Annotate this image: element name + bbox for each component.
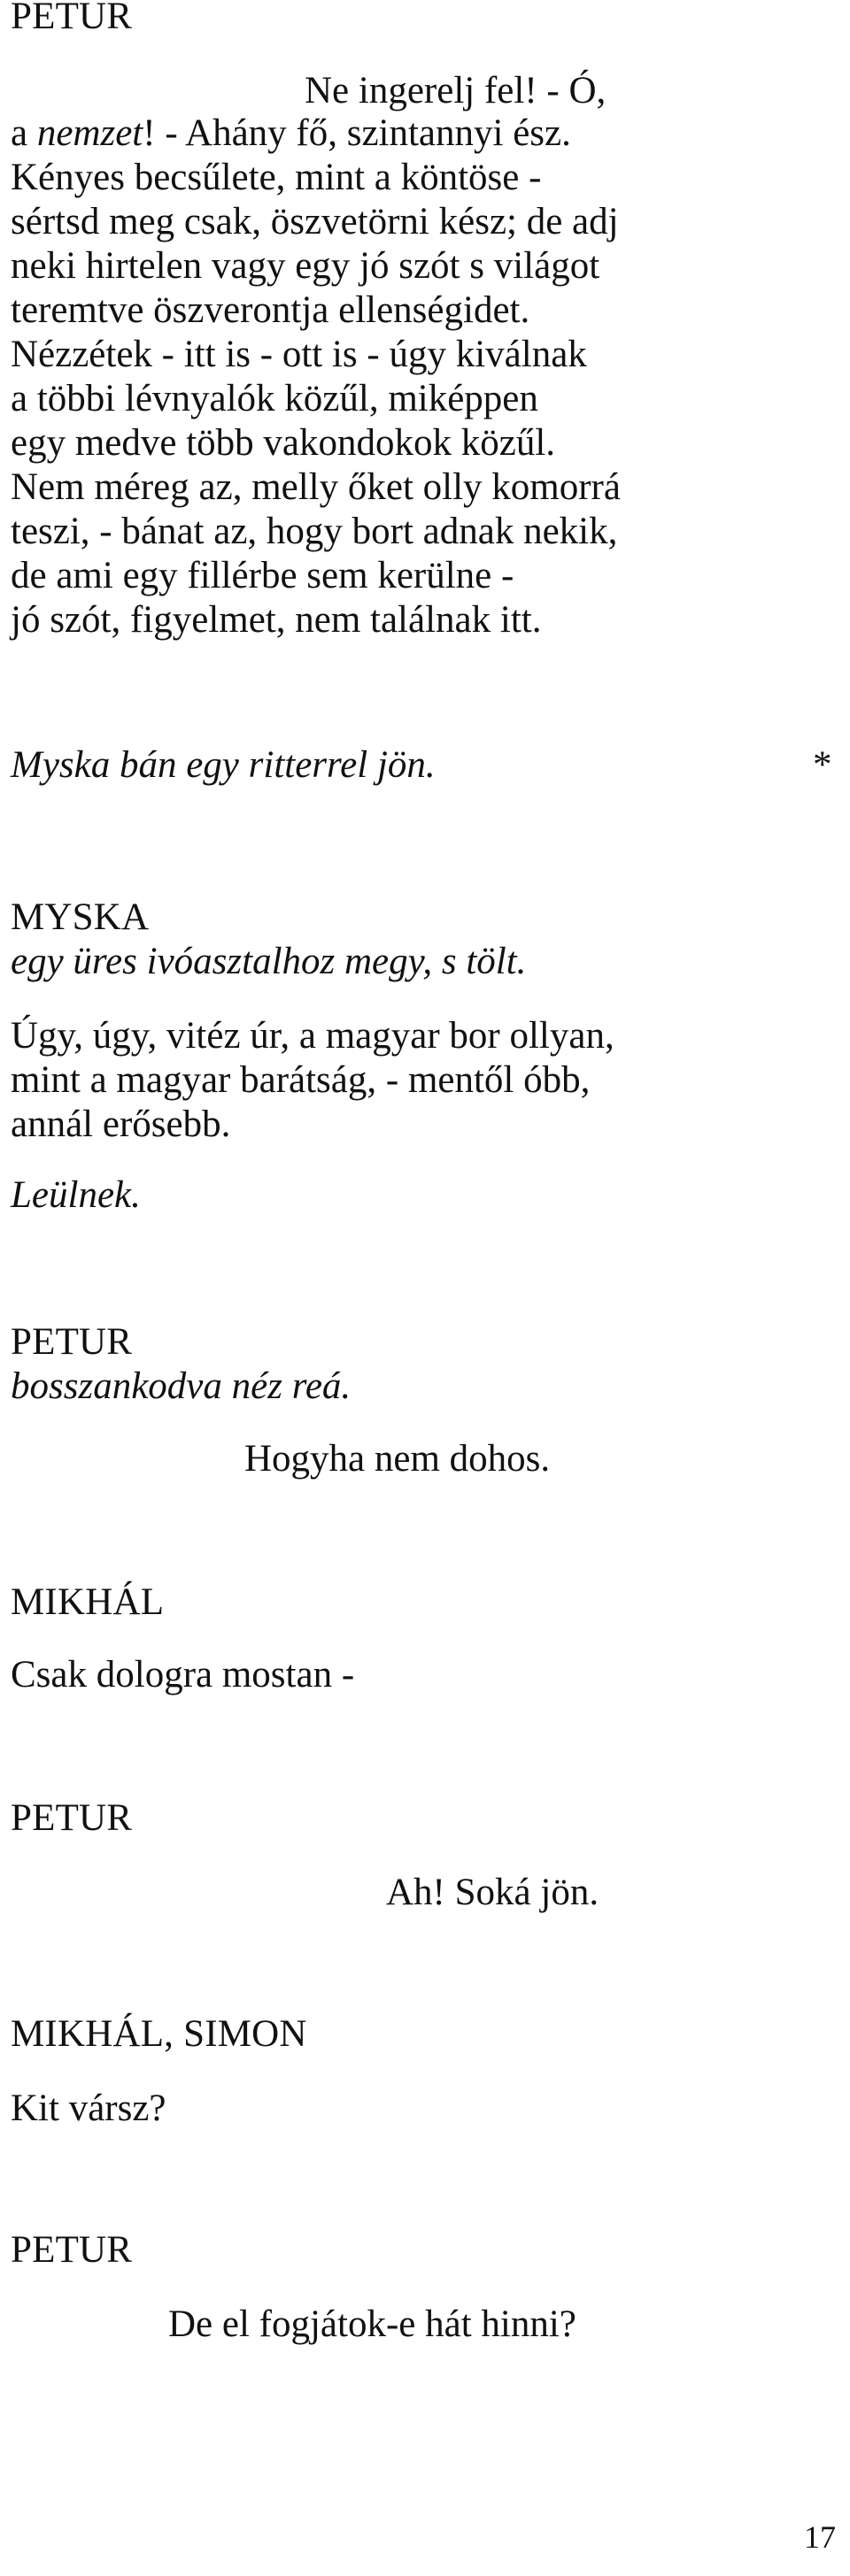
dialogue-line: Csak dologra mostan - (11, 1654, 355, 1696)
speaker-petur: PETUR (11, 2229, 133, 2271)
dialogue-line: mint a magyar barátság, - mentől óbb, (11, 1059, 591, 1101)
dialogue-line: teremtve öszverontja ellenségidet. (11, 289, 530, 331)
text-segment: a (11, 112, 37, 154)
dialogue-line: Nézzétek - itt is - ott is - úgy kiválnak (11, 334, 587, 375)
dialogue-line: Ah! Soká jön. (386, 1872, 599, 1913)
speaker-petur: PETUR (11, 0, 133, 37)
speaker-petur: PETUR (11, 1797, 133, 1839)
speaker-mikhal-simon: MIKHÁL, SIMON (11, 2013, 307, 2055)
dialogue-line: a többi lévnyalók közűl, miképpen (11, 378, 538, 419)
dialogue-line: annál erősebb. (11, 1103, 231, 1145)
stage-direction: Myska bán egy ritterrel jön. (11, 744, 436, 786)
text-segment: ! - Ahány fő, szintannyi ész. (143, 112, 571, 154)
dialogue-line: Nem méreg az, melly őket olly komorrá (11, 466, 621, 508)
italic-text-segment: nemzet (36, 112, 143, 154)
dialogue-line: sértsd meg csak, öszvetörni kész; de adj (11, 201, 619, 242)
dialogue-line: teszi, - bánat az, hogy bort adnak nekik, (11, 511, 618, 552)
dialogue-line: de ami egy fillérbe sem kerülne - (11, 555, 514, 596)
dialogue-line: Kényes becsűlete, mint a köntöse - (11, 157, 542, 198)
dialogue-line (11, 111, 571, 156)
dialogue-line: neki hirtelen vagy egy jó szót s világot (11, 245, 600, 287)
dialogue-line: egy medve több vakondokok közűl. (11, 422, 556, 464)
asterisk-marker: * (813, 744, 832, 786)
dialogue-line: jó szót, figyelmet, nem találnak itt. (11, 599, 542, 641)
dialogue-line: Úgy, úgy, vitéz úr, a magyar bor ollyan, (11, 1015, 614, 1057)
dialogue-line: Ne ingerelj fel! - Ó, (305, 70, 607, 111)
speaker-petur: PETUR (11, 1321, 133, 1363)
stage-direction: Leülnek. (11, 1174, 141, 1216)
page-number: 17 (804, 2519, 836, 2555)
speaker-mikhal: MIKHÁL (11, 1581, 165, 1623)
dialogue-line: De el fogjátok-e hát hinni? (168, 2303, 576, 2345)
dialogue-line: Kit vársz? (11, 2088, 166, 2129)
speaker-myska: MYSKA (11, 896, 150, 938)
stage-direction: egy üres ivóasztalhoz megy, s tölt. (11, 941, 527, 982)
stage-direction: bosszankodva néz reá. (11, 1365, 352, 1407)
dialogue-line: Hogyha nem dohos. (244, 1438, 551, 1480)
